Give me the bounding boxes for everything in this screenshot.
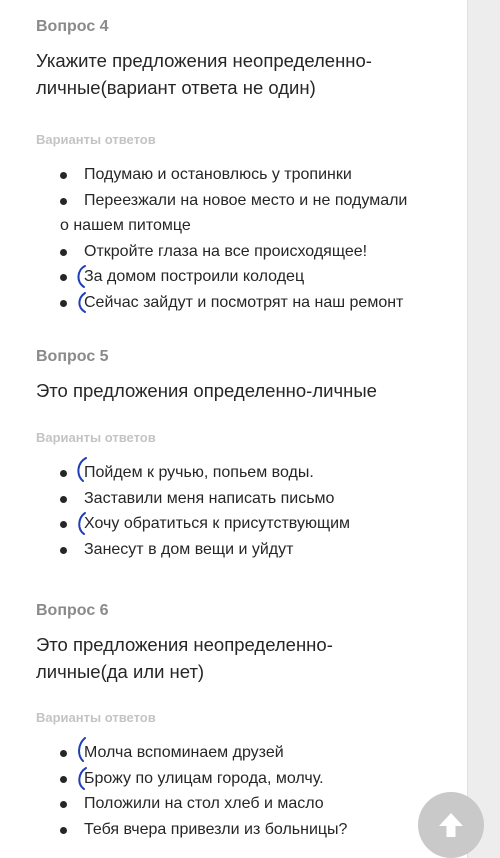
bullet-icon <box>60 470 67 477</box>
answer-option[interactable] <box>60 290 470 316</box>
question-text-line: личные(да или нет) <box>36 661 205 682</box>
answer-option[interactable] <box>60 264 470 290</box>
answer-option[interactable] <box>60 188 470 239</box>
question-5 <box>36 348 456 558</box>
question-text-line: Это предложения неопределенно- <box>36 634 333 655</box>
bullet-icon <box>60 750 67 757</box>
pen-mark-icon <box>74 264 88 290</box>
answer-text: Заставили меня написать письмо <box>84 489 335 507</box>
answer-option[interactable] <box>60 740 470 766</box>
answer-option[interactable] <box>60 791 470 817</box>
answer-option[interactable] <box>60 537 470 563</box>
pen-mark-icon <box>74 290 88 316</box>
question-text-line: Укажите предложения неопределенно- <box>36 50 372 71</box>
answers-label: Варианты ответов <box>36 132 156 147</box>
answer-text: За домом построили колодец <box>84 268 305 285</box>
bullet-icon <box>60 521 67 528</box>
question-label: Вопрос 6 <box>36 602 109 619</box>
question-text <box>36 631 456 685</box>
answer-list <box>60 460 470 562</box>
question-text <box>36 47 456 101</box>
pen-mark-icon <box>74 511 88 537</box>
answer-list <box>60 162 470 315</box>
bullet-icon <box>60 198 67 205</box>
bullet-icon <box>60 801 67 808</box>
answer-option[interactable] <box>60 511 470 537</box>
answer-text: Откройте глаза на все происходящее! <box>84 242 368 260</box>
question-text-line: личные(вариант ответа не один) <box>36 77 316 98</box>
answer-text: Занесут в дом вещи и уйдут <box>84 540 294 558</box>
answer-text: Переезжали на новое место и не подумали <box>84 191 408 209</box>
answer-option[interactable] <box>60 486 470 512</box>
answer-text: Тебя вчера привезли из больницы? <box>84 820 348 838</box>
question-4 <box>36 18 456 311</box>
pen-mark-icon <box>74 737 88 763</box>
answer-text: Молча вспоминаем друзей <box>84 744 284 761</box>
answer-option[interactable] <box>60 817 470 843</box>
question-label: Вопрос 4 <box>36 18 109 35</box>
question-6 <box>36 602 456 838</box>
question-text <box>36 377 456 404</box>
answer-option[interactable] <box>60 766 470 792</box>
pen-mark-icon <box>74 766 88 792</box>
answer-option[interactable] <box>60 162 470 188</box>
answer-option[interactable] <box>60 460 470 486</box>
question-text-line: Это предложения определенно-личные <box>36 380 377 401</box>
scroll-to-top-button[interactable] <box>418 792 484 858</box>
pen-mark-icon <box>74 457 88 483</box>
answer-text: Пойдем к ручью, попьем воды. <box>84 464 314 481</box>
answer-list <box>60 740 470 842</box>
answer-text-continuation: о нашем питомце <box>60 217 191 234</box>
bullet-icon <box>60 300 67 307</box>
bullet-icon <box>60 274 67 281</box>
answer-text: Хочу обратиться к присутствующим <box>84 515 351 532</box>
bullet-icon <box>60 172 67 179</box>
bullet-icon <box>60 496 67 503</box>
answer-text: Сейчас зайдут и посмотрят на наш ремонт <box>84 293 404 311</box>
answer-text: Положили на стол хлеб и масло <box>84 795 324 812</box>
answers-label: Варианты ответов <box>36 710 156 725</box>
bullet-icon <box>60 827 67 834</box>
page-side-margin <box>467 0 500 858</box>
bullet-icon <box>60 249 67 256</box>
question-label: Вопрос 5 <box>36 348 109 365</box>
answer-text: Брожу по улицам города, молчу. <box>84 769 324 787</box>
bullet-icon <box>60 547 67 554</box>
answers-label: Варианты ответов <box>36 430 156 445</box>
answer-option[interactable] <box>60 239 470 265</box>
arrow-up-icon <box>434 808 468 842</box>
answer-text: Подумаю и остановлюсь у тропинки <box>84 166 352 183</box>
bullet-icon <box>60 776 67 783</box>
